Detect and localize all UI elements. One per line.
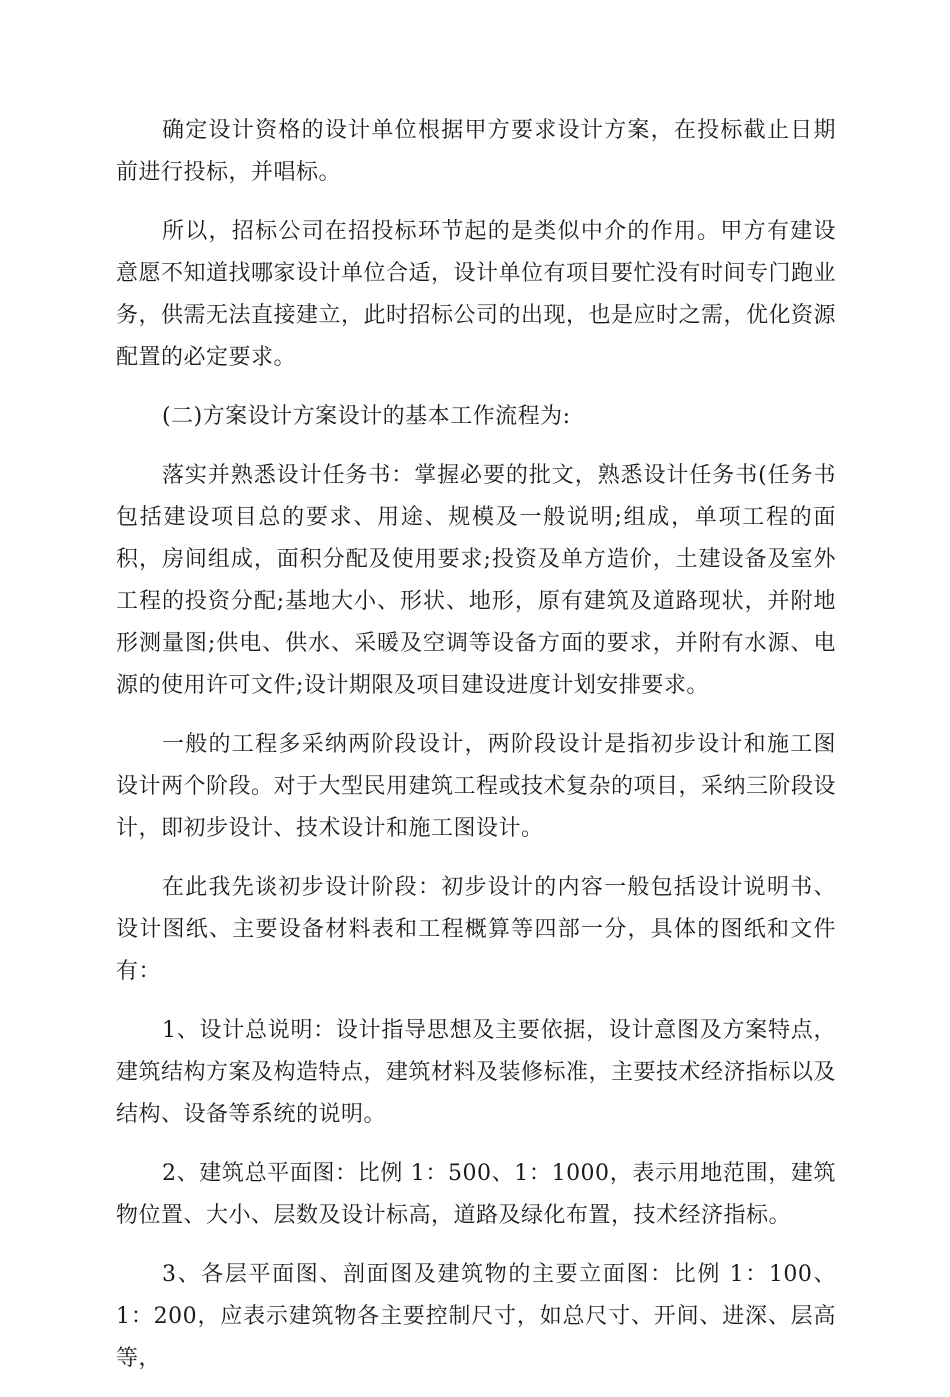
- list-item-general-description: 1、设计总说明：设计指导思想及主要依据，设计意图及方案特点，建筑结构方案及构造特点，建筑材料及装修标准，主要技术经济指标以及结构、设备等系统的说明。: [116, 1018, 837, 1127]
- document-body: [116, 110, 836, 1397]
- list-item-site-plan: 2、建筑总平面图：比例 1：500、1：1000，表示用地范围，建筑物位置、大小、层数及设计标高，道路及绿化布置，技术经济指标。: [116, 1161, 836, 1228]
- paragraph-agency-role: 所以，招标公司在招投标环节起的是类似中介的作用。甲方有建设意愿不知道找哪家设计单位合适，设计单位有项目要忙没有时间专门跑业务，供需无法直接建立，此时招标公司的出现，也是应时之需，优化资源配置的必定要求。: [116, 219, 837, 370]
- paragraph-design-stages: 一般的工程多采纳两阶段设计，两阶段设计是指初步设计和施工图设计两个阶段。对于大型民用建筑工程或技术复杂的项目，采纳三阶段设计，即初步设计、技术设计和施工图设计。: [116, 732, 837, 841]
- paragraph-preliminary-design: 在此我先谈初步设计阶段：初步设计的内容一般包括设计说明书、设计图纸、主要设备材料表和工程概算等四部一分，具体的图纸和文件有：: [116, 875, 836, 984]
- list-item-floor-plans: 3、各层平面图、剖面图及建筑物的主要立面图：比例 1：100、1：200，应表示建筑物各主要控制尺寸，如总尺寸、开间、进深、层高等，: [116, 1262, 836, 1371]
- paragraph-bidding: 确定设计资格的设计单位根据甲方要求设计方案，在投标截止日期前进行投标，并唱标。: [116, 118, 836, 185]
- paragraph-section-heading: (二)方案设计方案设计的基本工作流程为:: [162, 404, 571, 429]
- paragraph-design-brief: 落实并熟悉设计任务书：掌握必要的批文，熟悉设计任务书(任务书包括建设项目总的要求、用途、规模及一般说明;组成，单项工程的面积，房间组成，面积分配及使用要求;投资及单方造价，土建设备及室外工程的投资分配;基地大小、形状、地形，原有建筑及道路现状，并附地形测量图;供电、供水、采暖及空调等设备方面的要求，并附有水源、电源的使用许可文件;设计期限及项目建设进度计划安排要求。: [116, 463, 836, 698]
